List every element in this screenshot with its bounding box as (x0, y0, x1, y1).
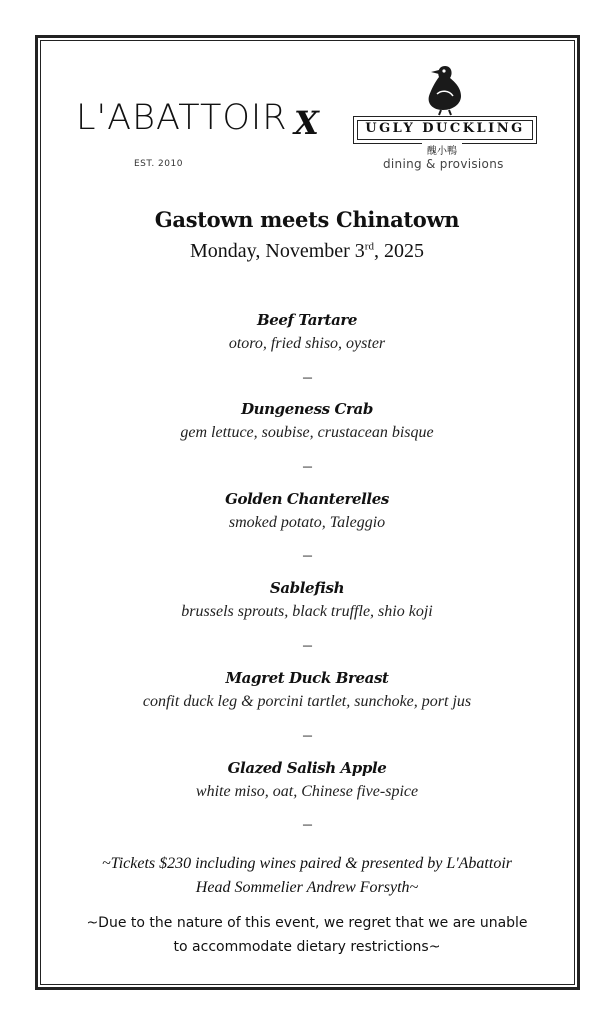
course-name: Golden Chanterelles (225, 490, 389, 508)
duck-icon (417, 60, 469, 116)
course-name: Dungeness Crab (241, 400, 373, 418)
course-separator: --- (302, 817, 312, 831)
dietary-note: ~Due to the nature of this event, we regret that we are unable to accommodate dietary restrictions~ (86, 915, 528, 955)
course-name: Magret Duck Breast (225, 669, 389, 687)
event-title: Gastown meets Chinatown (154, 207, 460, 232)
course-description: white miso, oat, Chinese five-spice (195, 783, 419, 800)
tickets-note: ~Tickets $230 including wines paired & presented by L'Abattoir Head Sommelier Andrew Forsyth~ (102, 855, 512, 896)
course-item (0, 490, 614, 532)
course-separator: --- (302, 548, 312, 562)
ugly-duckling-name: UGLY DUCKLING (365, 121, 525, 136)
course-item (0, 759, 614, 801)
course-description: confit duck leg & porcini tartlet, sunchoke, port jus (142, 693, 472, 710)
course-description: smoked potato, Taleggio (228, 514, 386, 531)
event-date: Monday, November 3rd, 2025 (190, 240, 424, 262)
course-separator: --- (302, 370, 312, 384)
labattoir-tagline: EST. 2010 (134, 159, 183, 169)
course-item (0, 400, 614, 442)
course-description: otoro, fried shiso, oyster (228, 335, 386, 352)
collab-mark: X (294, 104, 319, 142)
course-name: Glazed Salish Apple (227, 759, 387, 777)
course-separator: --- (302, 459, 312, 473)
course-separator: --- (302, 728, 312, 742)
course-item (0, 669, 614, 711)
ugly-duckling-logo-box (353, 116, 537, 144)
course-item (0, 579, 614, 621)
course-separator: --- (302, 638, 312, 652)
ugly-duckling-chinese: 醜小鴨 (422, 142, 462, 157)
course-name: Beef Tartare (256, 311, 358, 329)
labattoir-logo: L'ABATTOIR (76, 98, 288, 138)
course-name: Sablefish (269, 579, 345, 597)
course-description: brussels sprouts, black truffle, shio koji (181, 603, 433, 620)
ugly-duckling-tagline: dining & provisions (383, 157, 504, 171)
course-item (0, 311, 614, 353)
course-description: gem lettuce, soubise, crustacean bisque (180, 424, 434, 441)
